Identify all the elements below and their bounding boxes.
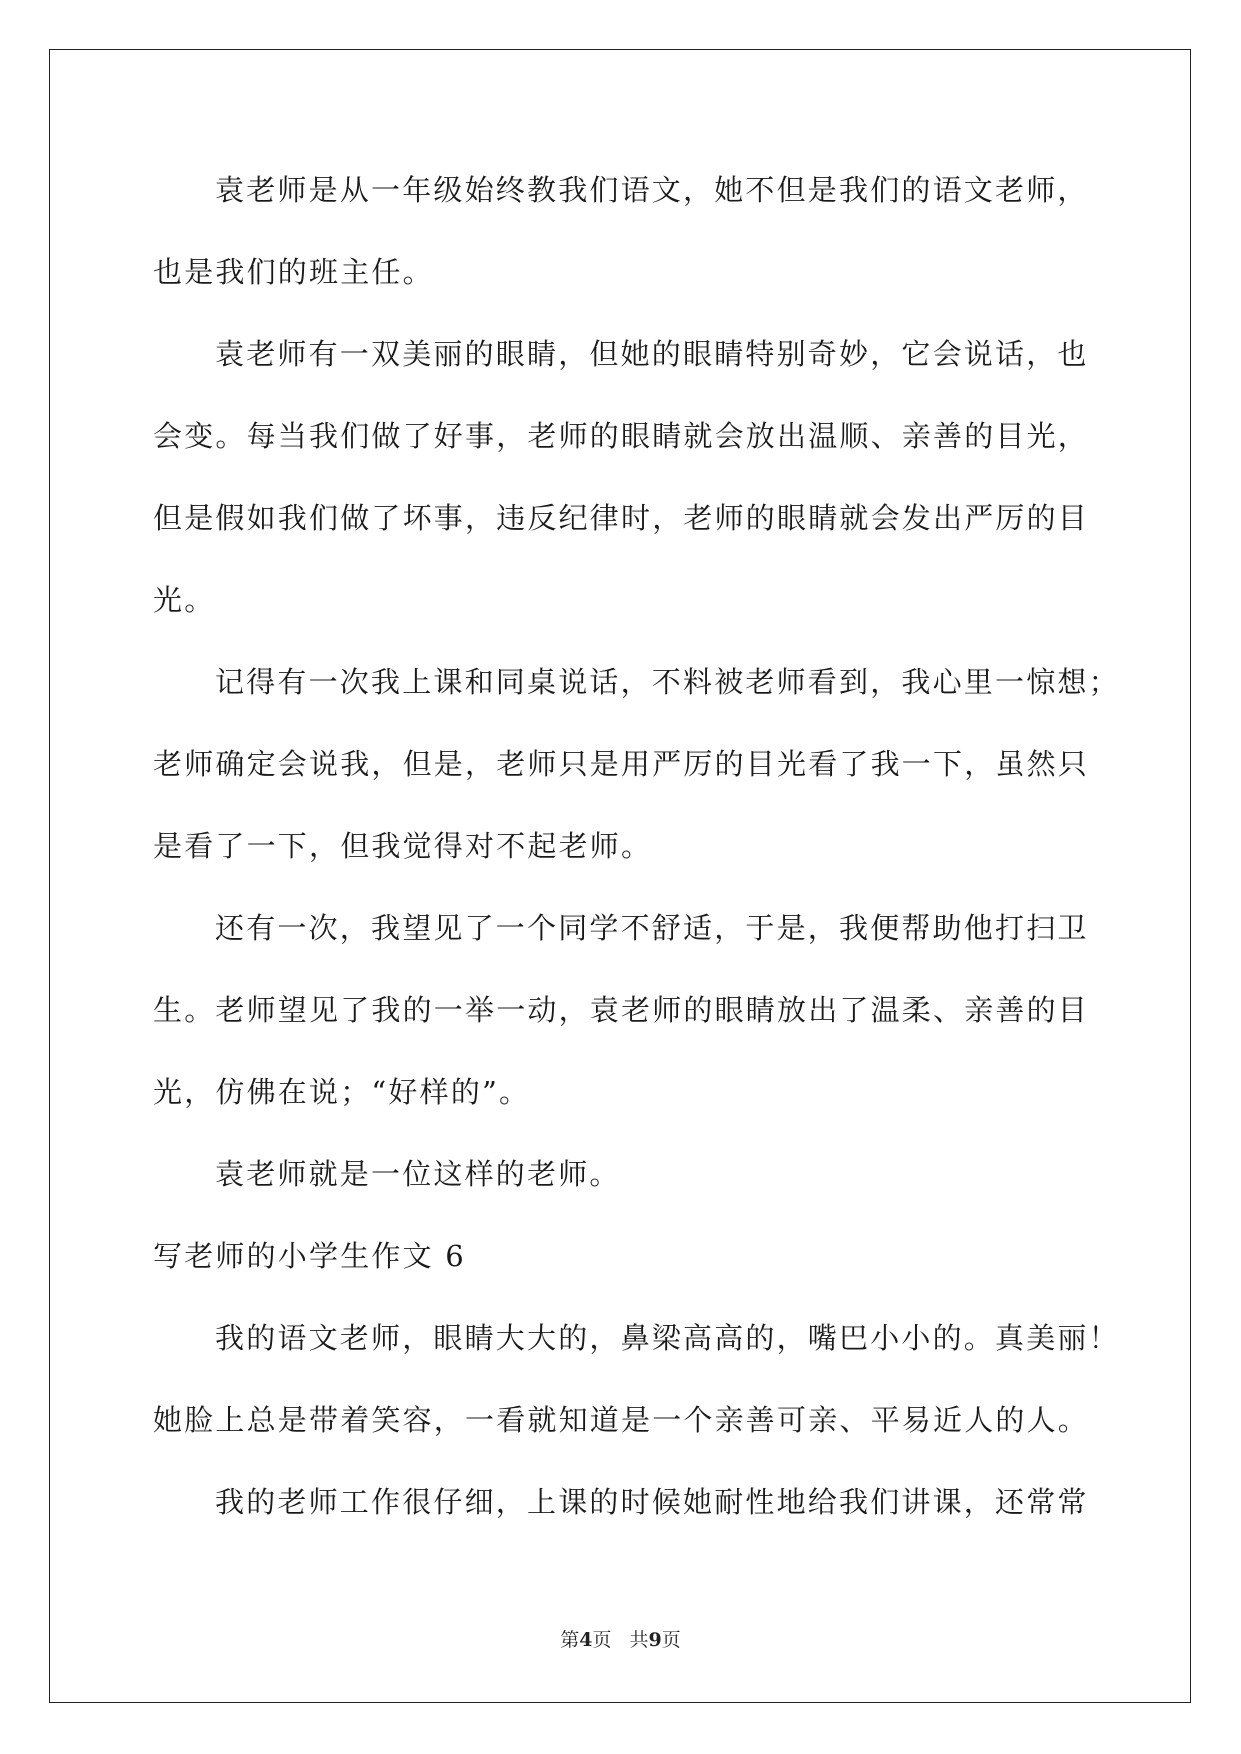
text-line: 我的老师工作很仔细，上课的时候她耐性地给我们讲课，还常常 [215, 1485, 1089, 1519]
text-line: 老师确定会说我，但是，老师只是用严厉的目光看了我一下，虽然只 [153, 747, 1090, 781]
page-prefix: 第 [560, 1629, 580, 1651]
text-line: 袁老师就是一位这样的老师。 [215, 1157, 621, 1191]
text-line: 她脸上总是带着笑容，一看就知道是一个亲善可亲、平易近人的人。 [153, 1403, 1090, 1437]
text-line: 光。 [153, 583, 216, 617]
section-heading: 写老师的小学生作文 6 [153, 1239, 466, 1273]
text-line: 记得有一次我上课和同桌说话，不料被老师看到，我心里一惊想； [215, 665, 1120, 699]
total-pages: 9 [648, 1629, 662, 1651]
total-suffix: 页 [661, 1629, 681, 1651]
text-line: 是看了一下，但我觉得对不起老师。 [153, 829, 653, 863]
text-line: 光，仿佛在说；“好样的”。 [153, 1075, 531, 1109]
text-line: 还有一次，我望见了一个同学不舒适，于是，我便帮助他打扫卫 [215, 911, 1089, 945]
text-line: 生。老师望见了我的一举一动，袁老师的眼睛放出了温柔、亲善的目 [153, 993, 1090, 1027]
text-line: 也是我们的班主任。 [153, 255, 434, 289]
page-number: 4 [579, 1629, 593, 1651]
total-prefix: 共 [629, 1629, 649, 1651]
text-line: 袁老师有一双美丽的眼睛，但她的眼睛特别奇妙，它会说话，也 [215, 337, 1089, 371]
text-line: 但是假如我们做了坏事，违反纪律时，老师的眼睛就会发出严厉的目 [153, 501, 1090, 535]
page-footer [0, 1625, 1241, 1652]
text-line: 袁老师是从一年级始终教我们语文，她不但是我们的语文老师， [215, 173, 1089, 207]
document-body [153, 160, 1120, 1554]
text-line: 会变。每当我们做了好事，老师的眼睛就会放出温顺、亲善的目光， [153, 419, 1090, 453]
page-suffix: 页 [592, 1629, 612, 1651]
text-line: 我的语文老师，眼睛大大的，鼻梁高高的，嘴巴小小的。真美丽！ [215, 1321, 1120, 1355]
